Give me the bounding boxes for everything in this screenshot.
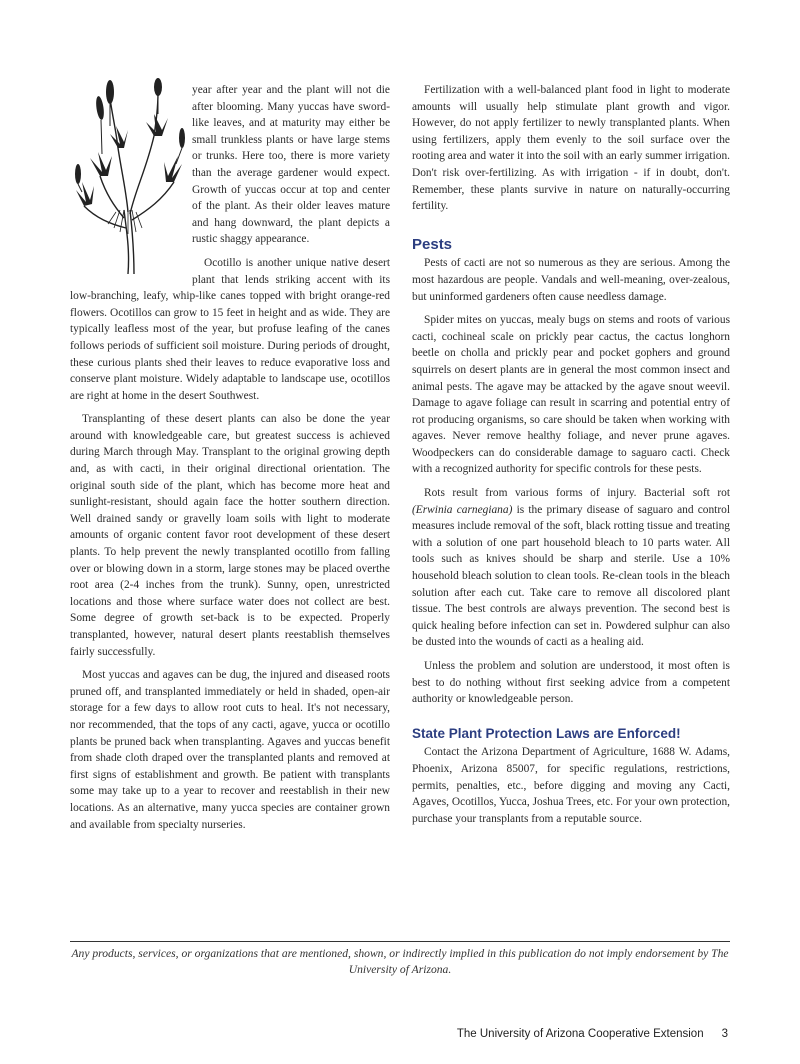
pests-heading: Pests — [412, 235, 453, 253]
laws-heading: State Plant Protection Laws are Enforced! — [412, 725, 681, 741]
page-footer — [457, 1028, 728, 1040]
paragraph-fertilization: Fertilization with a well-balanced plant food in light to moderate amounts will usually help stimulate plant growth and vigor. However, do not apply fertilizer to newly transplanted plants. When using fertilizers, apply them evenly to the soil surface over the rooting area and water it into the soil with an early summer irrigation. Don't risk over-fertilizing. As with irrigation - if in doubt, don't. Remember, these plants survive in nature on naturally-occurring fertility. — [412, 84, 730, 213]
right-column — [412, 82, 730, 834]
paragraph-laws: Contact the Arizona Department of Agriculture, 1688 W. Adams, Phoenix, Arizona 85007, for specific regulations, restrictions, permits, penalties, etc., before digging and moving any Cacti, Agaves, Ocotillos, Yucca, Joshua Trees, etc. For your own protection, purchase your transplants from a reputable source. — [412, 746, 730, 825]
paragraph-ocotillo: Ocotillo is another unique native desert plant that lends striking accent with its low-branching, leafy, whip-like canes topped with bright orange-red flowers. Ocotillos can grow to 15 feet in height and as wide. They are typically leafless most of the year, but profuse leafing of the canes follows periods of sufficient soil moisture. During periods of drought, these curious plants shed their leaves to reduce evaporative loss and conserve plant moisture. Widely adaptable to landscape use, ocotillos are right at home in the desert Southwest. — [70, 256, 390, 402]
page-number: 3 — [721, 1028, 728, 1040]
yucca-illustration — [70, 78, 188, 278]
paragraph-yuccas-agaves: Most yuccas and agaves can be dug, the injured and diseased roots pruned off, and transplanted immediately or held in shaded, open-air storage for a few days to allow root cuts to heal. It's not necessary, nor recommended, that the tops of any cacti, agave, yucca or ocotillo plants be pruned back when transplanting. Agaves and yuccas benefit from shade cloth draped over the transplanted plants and removed at first signs of establishment and growth. Be patient with transplants some may take up to a year to recover and reestablish in their new locations. As an alternative, many yucca species are container grown and available from specialty nurseries. — [70, 669, 390, 831]
footer-publisher: The University of Arizona Cooperative Extension — [456, 1028, 704, 1040]
rots-scientific-name: (Erwinia carnegiana) — [412, 503, 513, 516]
paragraph-transplanting: Transplanting of these desert plants can also be done the year around with knowledgeable care, but greatest success is achieved during March through May. Transplant to the original growing depth and, as with cacti, in their original directional orientation. The original south side of the plant, which has become more heat and sunlight-resistant, should again face the hotter southern direction. Well drained sandy or gravelly loam soils with light to moderate amounts of organic content favor root development of these desert plants. To help prevent the newly transplanted ocotillo from falling over or blowing down in a storm, large stones may be placed overthe root area (2-4 inches from the trunk). Sunny, open, unrestricted locations and those where surface water does not collect are best. Some degree of growth set-back is to be expected. Properly transplanted, however, natural desert plants reestablish themselves fairly successfully. — [70, 413, 390, 658]
rots-text-after: is the primary disease of saguaro and control measures include removal of the soft, black rotting tissue and treating with a solution of one part household bleach to 10 parts water. All tools such as knives should be sharp and sterile. Use a 10% household bleach solution to clean tools. Re-clean tools in the bleach solution after each cut. Take care to remove all discolored plant tissue. The best controls are always prevention. The second best is quick healing before infection can set in. Powdered sulphur can also be dusted into the wounds of cacti as a healing aid. — [412, 503, 730, 649]
disclaimer-divider — [70, 941, 730, 942]
paragraph-rots — [412, 485, 730, 651]
disclaimer-text: Any products, services, or organizations that are mentioned, shown, or indirectly implied in this publication do not imply endorsement by The University of Arizona. — [71, 947, 729, 976]
yucca-drawing-icon — [70, 78, 188, 278]
paragraph-pests-intro: Pests of cacti are not so numerous as they are serious. Among the most hazardous are people. Vandals and well-meaning, over-zealous, but uninformed gardeners often cause needless damage. — [412, 257, 730, 303]
paragraph-yucca-growth: year after year and the plant will not die after blooming. Many yuccas have sword-like leaves, and at maturity may either be small trunkless plants or have large stems or trunks. Here too, there is more variety than the average gardener would expect. Growth of yuccas occur at top and center of the plant. As their older leaves mature and hang downward, the plant depicts a rustic shaggy appearance. — [192, 84, 390, 246]
paragraph-advice: Unless the problem and solution are understood, it most often is best to do nothing without first seeking advice from a competent authority or knowledgeable person. — [412, 660, 730, 706]
paragraph-pests-common: Spider mites on yuccas, mealy bugs on stems and roots of various cacti, cochineal scale on prickly pear cactus, the cactus longhorn beetle on cholla and prickly pear and pocket gophers and ground squirrels on desert plants are in general the most common insect and animal pests. The agave may be attacked by the agave snout weevil. Damage to agave foliage can result in scarring and potential entry of rot producing organisms, so care should be taken when working with agaves. Never remove healthy foliage, and never prune agaves. Woodpeckers can do considerable damage to saguaro cacti. Check with a recognized authority for specific controls for these pests. — [412, 314, 730, 476]
rots-text-before: Rots result from various forms of injury. Bacterial soft rot — [424, 487, 730, 500]
left-column — [70, 82, 390, 840]
